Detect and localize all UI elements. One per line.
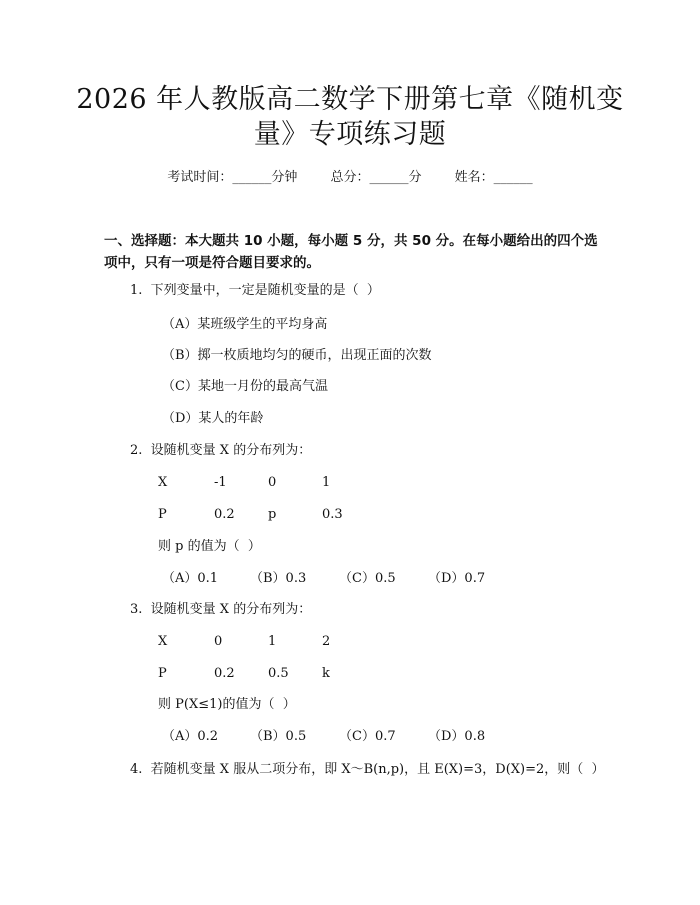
question-3-stem: 3. 设随机变量 X 的分布列为： <box>130 602 312 617</box>
table-cell: 0 <box>268 475 277 490</box>
question-1-stem: 1. 下列变量中，一定是随机变量的是（ ） <box>130 283 380 298</box>
table-cell: k <box>322 666 330 681</box>
score-label: 总分： <box>330 170 370 185</box>
table-cell: 1 <box>322 475 331 490</box>
score-blank: ______ <box>369 170 409 185</box>
table-cell: -1 <box>214 475 227 490</box>
table-cell: p <box>268 507 277 522</box>
table-cell: 2 <box>322 634 331 649</box>
table-cell: 1 <box>268 634 277 649</box>
question-2-option-c: （C）0.5 <box>339 571 396 586</box>
name-blank: ______ <box>493 170 533 185</box>
question-2-ask: 则 p 的值为（ ） <box>158 539 261 554</box>
question-2-option-d: （D）0.7 <box>428 571 486 586</box>
question-4-stem: 4. 若随机变量 X 服从二项分布，即 X～B(n,p)，且 E(X)=3，D(X)=2，则（ ） <box>130 762 605 777</box>
time-blank: ______ <box>232 170 272 185</box>
question-2-option-a: （A）0.1 <box>162 571 219 586</box>
table-cell: 0.3 <box>322 507 343 522</box>
section-heading-line-2: 项中，只有一项是符合题目要求的。 <box>104 255 320 271</box>
question-2-stem: 2. 设随机变量 X 的分布列为： <box>130 443 312 458</box>
question-3-option-b: （B）0.5 <box>250 729 307 744</box>
document-title-line-2: 量》专项练习题 <box>253 119 447 150</box>
question-1-option-d: （D）某人的年龄 <box>162 411 264 426</box>
question-1-option-b: （B）掷一枚质地均匀的硬币，出现正面的次数 <box>162 348 432 363</box>
question-3-option-c: （C）0.7 <box>339 729 396 744</box>
table-cell: 0 <box>214 634 223 649</box>
score-unit: 分 <box>408 170 422 185</box>
table-cell: P <box>158 666 167 681</box>
table-cell: P <box>158 507 167 522</box>
question-2-option-b: （B）0.3 <box>250 571 307 586</box>
table-cell: 0.2 <box>214 507 235 522</box>
time-label: 考试时间： <box>167 170 233 185</box>
exam-info-row <box>0 168 700 188</box>
table-cell: 0.2 <box>214 666 235 681</box>
document-title-line-1: 2026 年人教版高二数学下册第七章《随机变 <box>76 84 624 115</box>
question-3-option-a: （A）0.2 <box>162 729 219 744</box>
table-cell: 0.5 <box>268 666 289 681</box>
table-cell: X <box>158 475 168 490</box>
table-cell: X <box>158 634 168 649</box>
question-3-ask: 则 P(X≤1)的值为（ ） <box>158 697 296 712</box>
name-label: 姓名： <box>454 170 494 185</box>
time-unit: 分钟 <box>271 170 298 185</box>
question-3-option-d: （D）0.8 <box>428 729 486 744</box>
question-1-option-c: （C）某地一月份的最高气温 <box>162 379 328 394</box>
section-heading-line-1: 一、选择题：本大题共 10 小题，每小题 5 分，共 50 分。在每小题给出的四个选 <box>104 233 598 249</box>
question-1-option-a: （A）某班级学生的平均身高 <box>162 317 328 332</box>
